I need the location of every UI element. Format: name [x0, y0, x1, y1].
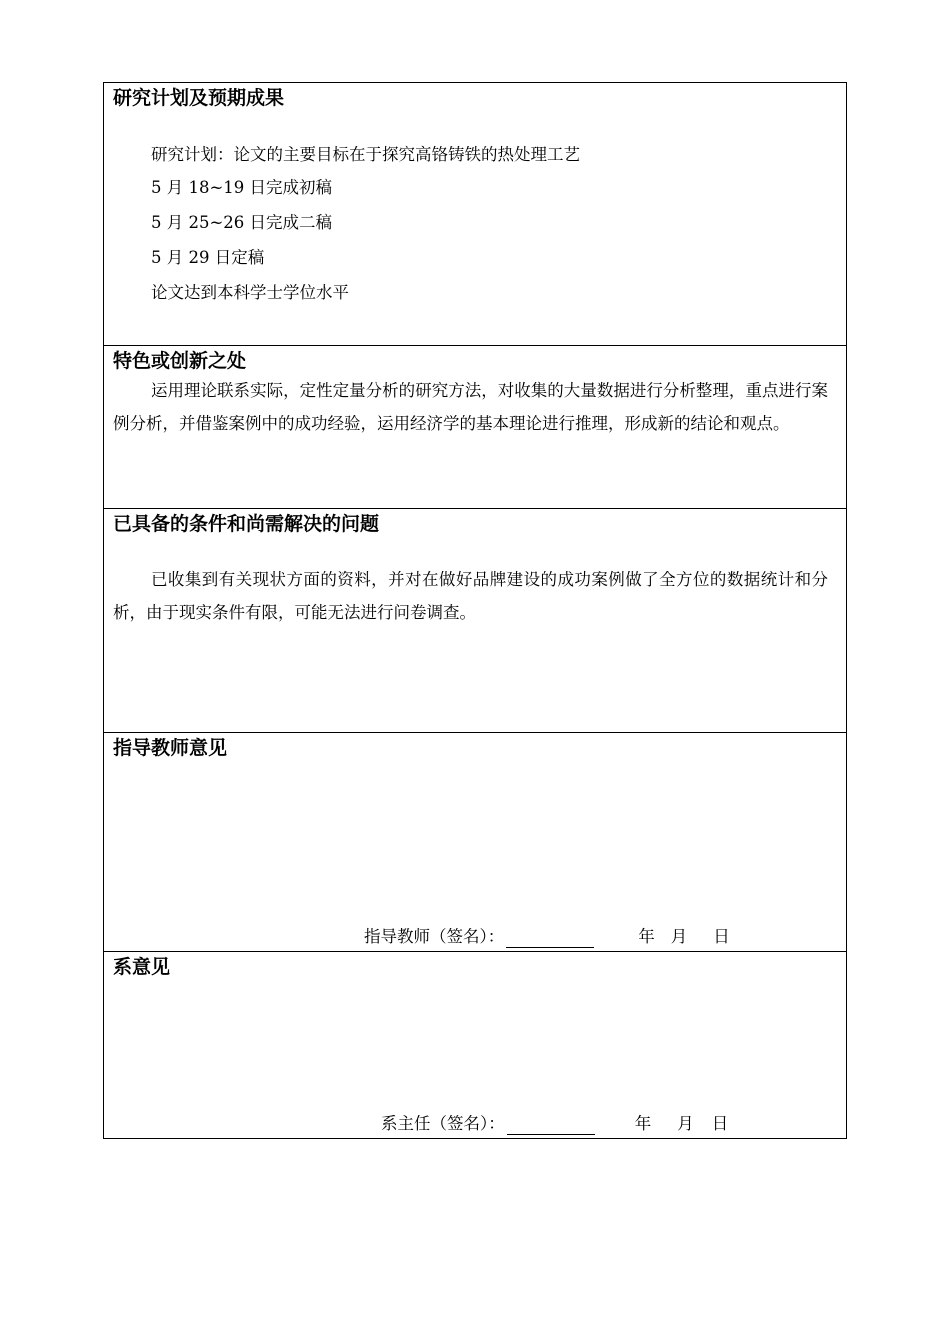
research-plan-heading: 研究计划及预期成果: [113, 87, 285, 109]
department-date-day: 日: [711, 1114, 729, 1133]
department-signature-label: 系主任（签名）：: [381, 1114, 505, 1133]
advisor-date-day: 日: [713, 927, 730, 946]
advisor-date-month: 月: [670, 927, 688, 946]
proposal-form-table: [103, 82, 847, 1139]
plan-line-goal: 研究计划：论文的主要目标在于探究高铬铸铁的热处理工艺: [151, 145, 580, 164]
advisor-opinion-heading: 指导教师意见: [113, 737, 228, 759]
conditions-body: 已收集到有关现状方面的资料，并对在做好品牌建设的成功案例做了全方位的数据统计和分析，由于现实条件有限，可能无法进行问卷调查。: [113, 570, 828, 622]
advisor-date-year: 年: [638, 927, 655, 946]
advisor-opinion-section: [104, 732, 846, 951]
innovation-heading: 特色或创新之处: [113, 350, 247, 372]
department-date-year: 年: [634, 1114, 652, 1133]
department-opinion-heading: 系意见: [113, 956, 171, 978]
innovation-section: [104, 345, 846, 508]
plan-line-first-draft: 5 月 18~19 日完成初稿: [151, 178, 333, 197]
department-signature-field[interactable]: [507, 1116, 595, 1135]
advisor-signature-label: 指导教师（签名）：: [364, 927, 505, 946]
plan-line-second-draft: 5 月 25~26 日完成二稿: [151, 213, 333, 232]
plan-line-final-draft: 5 月 29 日定稿: [151, 248, 265, 267]
innovation-body: 运用理论联系实际，定性定量分析的研究方法，对收集的大量数据进行分析整理，重点进行案例分析，并借鉴案例中的成功经验，运用经济学的基本理论进行推理，形成新的结论和观点。: [113, 381, 828, 433]
department-date-month: 月: [677, 1114, 694, 1133]
plan-line-expected-level: 论文达到本科学士学位水平: [151, 283, 349, 302]
research-plan-section: [104, 83, 846, 345]
department-signature-row: [381, 1113, 728, 1135]
advisor-signature-field[interactable]: [506, 929, 594, 948]
conditions-section: [104, 508, 846, 732]
department-opinion-section: [104, 951, 846, 1138]
advisor-signature-row: [364, 926, 730, 948]
conditions-heading: 已具备的条件和尚需解决的问题: [113, 513, 380, 535]
